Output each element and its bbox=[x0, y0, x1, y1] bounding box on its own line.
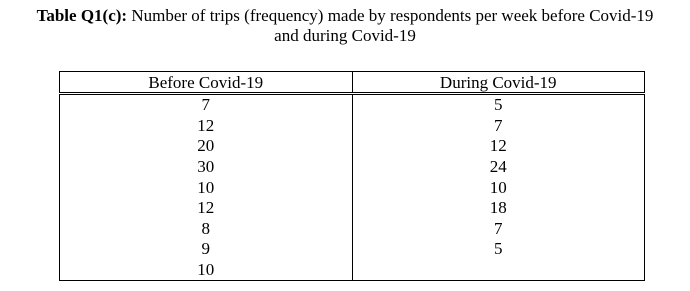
table-row bbox=[60, 239, 645, 260]
table-row bbox=[60, 157, 645, 178]
table-row bbox=[60, 260, 645, 281]
cell-before: 30 bbox=[60, 157, 353, 178]
header-before-covid: Before Covid-19 bbox=[60, 72, 353, 94]
cell-during: 7 bbox=[352, 219, 645, 240]
cell-during: 18 bbox=[352, 198, 645, 219]
cell-during: 5 bbox=[352, 94, 645, 116]
header-during-covid: During Covid-19 bbox=[352, 72, 645, 94]
caption-text: Number of trips (frequency) made by respondents per week before Covid-19 bbox=[127, 6, 654, 25]
cell-before: 12 bbox=[60, 198, 353, 219]
cell-before: 20 bbox=[60, 136, 353, 157]
table-row bbox=[60, 198, 645, 219]
cell-during: 7 bbox=[352, 116, 645, 137]
caption-line-2: and during Covid-19 bbox=[274, 26, 416, 45]
caption-label: Table Q1(c): bbox=[36, 6, 128, 25]
table-row bbox=[60, 219, 645, 240]
cell-before: 9 bbox=[60, 239, 353, 260]
cell-during bbox=[352, 260, 645, 281]
cell-before: 12 bbox=[60, 116, 353, 137]
table-row bbox=[60, 177, 645, 198]
caption-line-1 bbox=[0, 6, 690, 26]
header-row bbox=[60, 72, 645, 94]
table-row bbox=[60, 94, 645, 116]
cell-during: 12 bbox=[352, 136, 645, 157]
trips-table-container bbox=[59, 71, 645, 281]
cell-before: 10 bbox=[60, 177, 353, 198]
cell-before: 7 bbox=[60, 94, 353, 116]
trips-table bbox=[59, 71, 645, 281]
table-row bbox=[60, 136, 645, 157]
cell-before: 8 bbox=[60, 219, 353, 240]
table-caption bbox=[0, 6, 690, 46]
cell-during: 24 bbox=[352, 157, 645, 178]
cell-before: 10 bbox=[60, 260, 353, 281]
cell-during: 10 bbox=[352, 177, 645, 198]
cell-during: 5 bbox=[352, 239, 645, 260]
table-row bbox=[60, 116, 645, 137]
